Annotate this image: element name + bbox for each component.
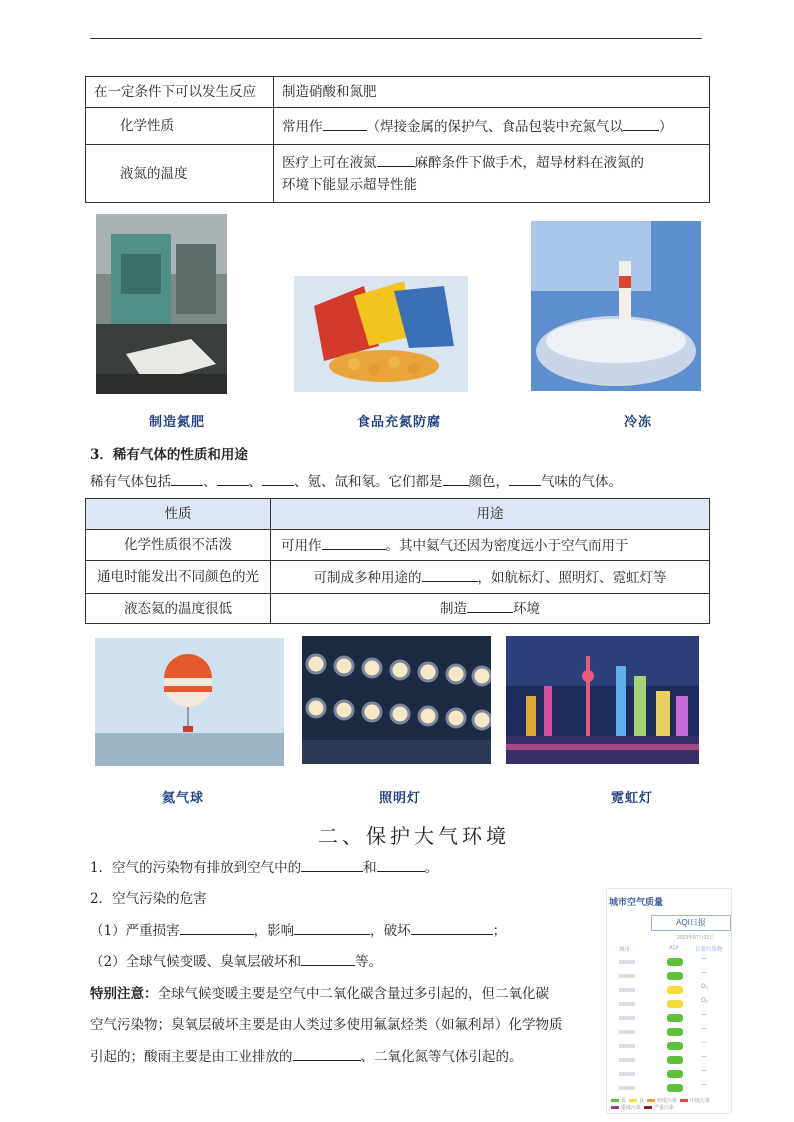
text-run: （2）全球气候变暖、臭氧层破坏和	[90, 954, 302, 970]
cell-text: 麻醉条件下做手术，超导材料在液氮的	[414, 155, 644, 171]
widget-title: 城市空气质量	[609, 897, 664, 907]
fill-blank[interactable]	[467, 597, 513, 613]
table-cell: 液氮的温度	[86, 145, 274, 203]
lighting-lamps-photo	[302, 636, 491, 764]
section-title: 二、保护大气环境	[318, 824, 510, 848]
primary-pollutant: —	[701, 1082, 707, 1088]
text-run: 、氪、氙和氡。它们都是	[294, 474, 443, 490]
legend-entry: 严重污染	[644, 1104, 674, 1111]
primary-pollutant: —	[701, 1012, 707, 1018]
photo-caption: 照明灯	[379, 791, 422, 806]
note-paragraph	[90, 983, 549, 1005]
legend-entry: 轻度污染	[647, 1097, 677, 1104]
cell-text: 医疗上可在液氮	[282, 155, 377, 171]
liquid-nitrogen-freezing-photo	[531, 221, 701, 391]
fill-blank[interactable]	[322, 534, 386, 550]
header-rule	[90, 38, 702, 39]
table-row	[86, 561, 710, 594]
section-heading: 3．稀有气体的性质和用途	[90, 447, 248, 463]
aqi-level-pill	[667, 1056, 683, 1064]
fill-blank[interactable]	[443, 470, 469, 486]
legend-swatch	[647, 1099, 655, 1102]
photo-caption: 食品充氮防腐	[357, 415, 442, 430]
note-paragraph: 空气污染物；臭氧层破坏主要是由人类过多使用氟氯烃类（如氟利昂）化学物质	[90, 1017, 563, 1033]
table-row	[86, 530, 710, 561]
table-cell	[271, 530, 710, 561]
table-cell: 制造硝酸和氮肥	[274, 77, 710, 108]
table-cell: 化学性质很不活泼	[86, 530, 271, 561]
fill-blank[interactable]	[262, 470, 294, 486]
legend-entry: 良	[629, 1097, 644, 1104]
aqi-level-pill	[667, 958, 683, 966]
fill-blank[interactable]	[377, 151, 415, 167]
fill-blank[interactable]	[509, 470, 541, 486]
fill-blank[interactable]	[180, 919, 254, 935]
fill-blank[interactable]	[171, 470, 203, 486]
column-header: AQI	[669, 945, 679, 951]
fill-blank[interactable]	[377, 856, 425, 872]
aqi-level-pill	[667, 1042, 683, 1050]
photo-caption: 霓虹灯	[611, 791, 654, 806]
rare-gas-properties-table	[85, 498, 710, 624]
city-name-placeholder	[619, 988, 635, 992]
column-header: 用途	[271, 499, 710, 530]
table-cell: 液态氦的温度很低	[86, 594, 271, 624]
aqi-daily-button[interactable]: AQI日报	[651, 915, 731, 931]
fill-blank[interactable]	[623, 115, 659, 131]
table-cell: 通电时能发出不同颜色的光	[86, 561, 271, 594]
paragraph: 2．空气污染的危害	[90, 891, 207, 907]
cell-text: 。其中氦气还因为密度远小于空气而用于	[385, 537, 629, 554]
text-run: 、二氧化氮等气体引起的。	[360, 1049, 523, 1065]
city-name-placeholder	[619, 1002, 635, 1006]
table-header-row	[86, 499, 710, 530]
city-air-quality-widget	[606, 888, 732, 1114]
paragraph	[90, 470, 622, 493]
widget-date: 2023年07月01日	[677, 935, 715, 941]
aqi-level-pill	[667, 1070, 683, 1078]
table-cell: 在一定条件下可以发生反应	[86, 77, 274, 108]
legend-swatch	[680, 1099, 688, 1102]
text-run: 和	[363, 860, 377, 876]
city-name-placeholder	[619, 1044, 635, 1048]
primary-pollutant: —	[701, 956, 707, 962]
text-run: 气味的气体。	[541, 474, 622, 490]
cell-text: ）	[659, 118, 673, 135]
cell-text: ，如航标灯、照明灯、霓虹灯等	[477, 569, 667, 586]
fill-blank[interactable]	[301, 856, 363, 872]
primary-pollutant: O₃	[701, 984, 709, 990]
legend-entry: 中度污染	[680, 1097, 710, 1104]
city-name-placeholder	[619, 1016, 635, 1020]
text-run: ，破坏	[370, 923, 411, 939]
table-cell	[274, 145, 710, 203]
nitrogen-properties-table	[85, 76, 710, 203]
snack-food-photo	[294, 276, 468, 392]
primary-pollutant: —	[701, 1068, 707, 1074]
primary-pollutant: —	[701, 1026, 707, 1032]
cell-text: 环境下能显示超导性能	[282, 177, 417, 193]
table-row	[86, 145, 710, 203]
aqi-level-pill	[667, 1084, 683, 1092]
paragraph	[90, 856, 438, 879]
table-cell	[271, 561, 710, 594]
photo-caption: 制造氮肥	[149, 415, 206, 430]
primary-pollutant: —	[701, 1054, 707, 1060]
primary-pollutant: O₃	[701, 998, 709, 1004]
primary-pollutant: —	[701, 970, 707, 976]
fertilizer-factory-photo	[96, 214, 227, 394]
fill-blank[interactable]	[323, 115, 367, 131]
text-run: 1．空气的污染物有排放到空气中的	[90, 860, 302, 876]
aqi-row	[607, 1081, 733, 1097]
cell-text: 可用作	[281, 537, 322, 554]
column-header: 城市	[619, 947, 631, 953]
fill-blank[interactable]	[293, 1045, 361, 1061]
column-header: 性质	[86, 499, 271, 530]
table-cell	[271, 594, 710, 624]
table-row	[86, 77, 710, 108]
legend-entry: 重度污染	[611, 1104, 641, 1111]
text-run: 。	[424, 860, 439, 876]
city-name-placeholder	[619, 1030, 635, 1034]
paragraph	[90, 919, 506, 942]
cell-text: （焊接金属的保护气、食品包装中充氮气以	[366, 118, 623, 135]
cell-text: 可制成多种用途的	[313, 569, 422, 586]
text-run: 等。	[355, 954, 383, 970]
column-header: 首要污染物	[695, 947, 723, 953]
legend-swatch	[611, 1099, 619, 1102]
table-row	[86, 594, 710, 624]
text-run: ，影响	[253, 923, 295, 939]
text-run: 引起的；酸雨主要是由工业排放的	[90, 1049, 293, 1065]
photo-caption: 冷冻	[624, 415, 653, 430]
note-paragraph	[90, 1045, 523, 1068]
aqi-level-pill	[667, 986, 683, 994]
fill-blank[interactable]	[422, 566, 478, 582]
text-run: 全球气候变暖主要是空气中二氧化碳含量过多引起的，但二氧化碳	[157, 986, 549, 1002]
table-cell	[274, 108, 710, 145]
text-run: ；	[492, 923, 507, 939]
text-run: 颜色，	[468, 474, 509, 490]
text-run: 、	[248, 474, 262, 490]
aqi-legend	[611, 1097, 731, 1111]
fill-blank[interactable]	[411, 919, 493, 935]
table-cell: 化学性质	[86, 108, 274, 145]
fill-blank[interactable]	[217, 470, 249, 486]
note-label: 特别注意：	[90, 986, 158, 1002]
text-run: （1）严重损害	[90, 923, 180, 939]
aqi-level-pill	[667, 1014, 683, 1022]
aqi-level-pill	[667, 1028, 683, 1036]
aqi-level-pill	[667, 972, 683, 980]
legend-entry: 优	[611, 1097, 626, 1104]
city-name-placeholder	[619, 1058, 635, 1062]
fill-blank[interactable]	[294, 919, 370, 935]
neon-lights-city-photo	[506, 636, 699, 764]
helium-balloon-photo	[95, 638, 284, 766]
paragraph	[90, 950, 382, 973]
table-row	[86, 108, 710, 145]
primary-pollutant: —	[701, 1040, 707, 1046]
aqi-level-pill	[667, 1000, 683, 1008]
legend-swatch	[611, 1106, 619, 1109]
cell-text: 环境	[513, 601, 540, 617]
legend-swatch	[629, 1099, 637, 1102]
cell-text: 制造	[440, 601, 467, 617]
cell-text: 常用作	[282, 118, 323, 135]
city-name-placeholder	[619, 960, 635, 964]
photo-caption: 氦气球	[162, 791, 205, 806]
legend-swatch	[644, 1106, 652, 1109]
city-name-placeholder	[619, 1072, 635, 1076]
city-name-placeholder	[619, 1086, 635, 1090]
text-run: 、	[203, 474, 217, 490]
fill-blank[interactable]	[301, 950, 355, 966]
city-name-placeholder	[619, 974, 635, 978]
text-run: 稀有气体包括	[90, 474, 171, 490]
